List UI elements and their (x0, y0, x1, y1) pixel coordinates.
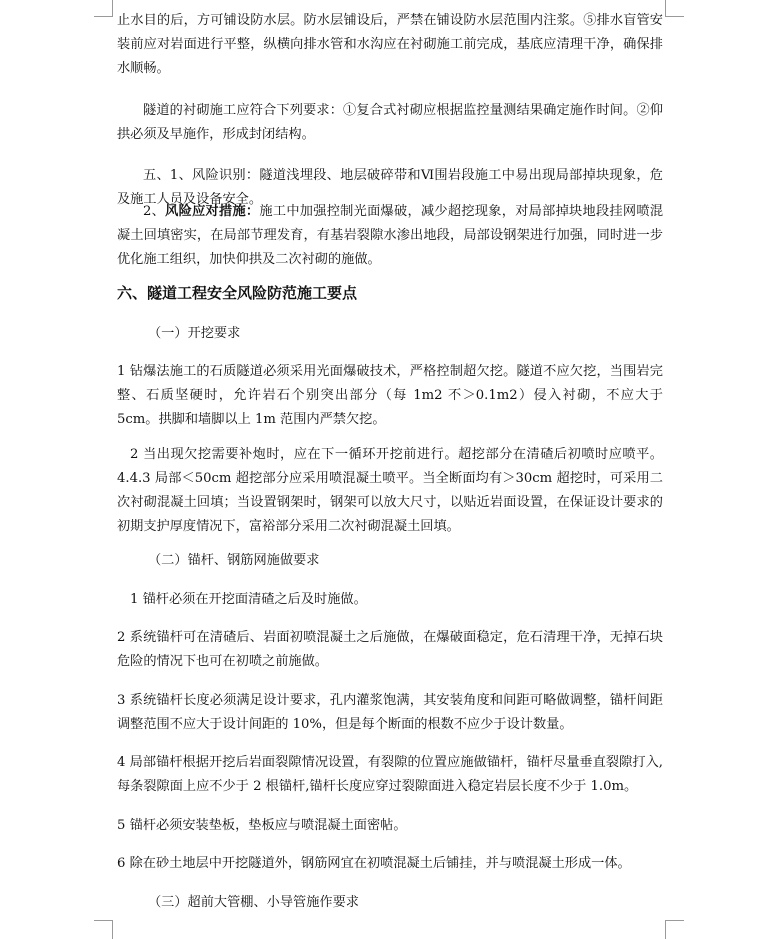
risk-measures-text: 施工中加强控制光面爆破，减少超挖现象，对局部掉块地段挂网喷混凝土回填密实，在局部节理发育，有基岩裂隙水渗出地段，局部设钢架进行加强，同时进一步优化施工组织，加快仰拱及二次衬砌的施做。 (117, 204, 664, 267)
paragraph-anchor-1: 1 锚杆必须在开挖面清碴之后及时施做。 (130, 592, 367, 607)
paragraph-excavation-1: 1 钻爆法施工的石质隧道必须采用光面爆破技术，严格控制超欠挖。隧道不应欠挖，当围岩完整、石质坚硬时，允许岩石个别突出部分（每 1m2 不＞0.1m2）侵入衬砌，不应大于 5cm。拱脚和墙脚以上 1m 范围内严禁欠挖。 (117, 364, 663, 427)
paragraph-excavation-2: 2 当出现欠挖需要补炮时，应在下一循环开挖前进行。超挖部分在清碴后初喷时应喷平。4.4.3 局部＜50cm 超挖部分应采用喷混凝土喷平。当全断面均有＞30cm 超挖时，可采用二次衬砌混凝土回填；当设置钢架时，钢架可以放大尺寸，以贴近岩面设置，在保证设计要求的初期支护厚度情况下，富裕部分采用二次衬砌混凝土回填。 (117, 447, 663, 534)
paragraph-anchor-4: 4 局部锚杆根据开挖后岩面裂隙情况设置，有裂隙的位置应施做锚杆，锚杆尽量垂直裂隙打入,每条裂隙面上应不少于 2 根锚杆,锚杆长度应穿过裂隙面进入稳定岩层长度不少于 1.0m。 (117, 755, 663, 794)
paragraph-anchor-5: 5 锚杆必须安装垫板，垫板应与喷混凝土面密帖。 (117, 818, 407, 833)
paragraph-anchor-3: 3 系统锚杆长度必须满足设计要求，孔内灌浆饱满，其安装角度和间距可略做调整，锚杆间距调整范围不应大于设计间距的 10%，但是每个断面的根数不应少于设计数量。 (117, 693, 663, 732)
paragraph-risk-measures (117, 200, 663, 272)
paragraph-lining: 隧道的衬砌施工应符合下列要求：①复合式衬砌应根据监控量测结果确定施作时间。②仰拱必须及早施作，形成封闭结构。 (117, 103, 663, 142)
crop-mark-top-right (665, 0, 684, 17)
crop-mark-bottom-right (665, 920, 684, 939)
risk-measures-prefix: 2、 (143, 204, 166, 219)
paragraph-anchor-6: 6 除在砂土地层中开挖隧道外，钢筋网宜在初喷混凝土后铺挂，并与喷混凝土形成一体。 (117, 856, 631, 871)
paragraph-waterproof: 止水目的后，方可铺设防水层。防水层铺设后，严禁在铺设防水层范围内注浆。⑤排水盲管安装前应对岩面进行平整，纵横向排水管和水沟应在衬砌施工前完成，基底应清理干净，确保排水顺畅。 (117, 13, 663, 76)
section-heading-six: 六、隧道工程安全风险防范施工要点 (117, 284, 358, 302)
subheading-anchor: （二）锚杆、钢筋网施做要求 (148, 553, 320, 568)
subheading-pipe-roof: （三）超前大管棚、小导管施作要求 (148, 895, 359, 910)
paragraph-anchor-2: 2 系统锚杆可在清碴后、岩面初喷混凝土之后施做，在爆破面稳定，危石清理干净，无掉石块危险的情况下也可在初喷之前施做。 (117, 630, 663, 669)
crop-mark-bottom-left (94, 920, 113, 939)
paragraph-risk-identification: 五、1、风险识别：隧道浅埋段、地层破碎带和Ⅵ围岩段施工中易出现局部掉块现象，危及施工人员及设备安全。 (117, 168, 663, 207)
crop-mark-top-left (94, 0, 113, 17)
subheading-excavation: （一）开挖要求 (148, 326, 241, 341)
risk-measures-bold: 风险应对措施： (165, 204, 260, 219)
